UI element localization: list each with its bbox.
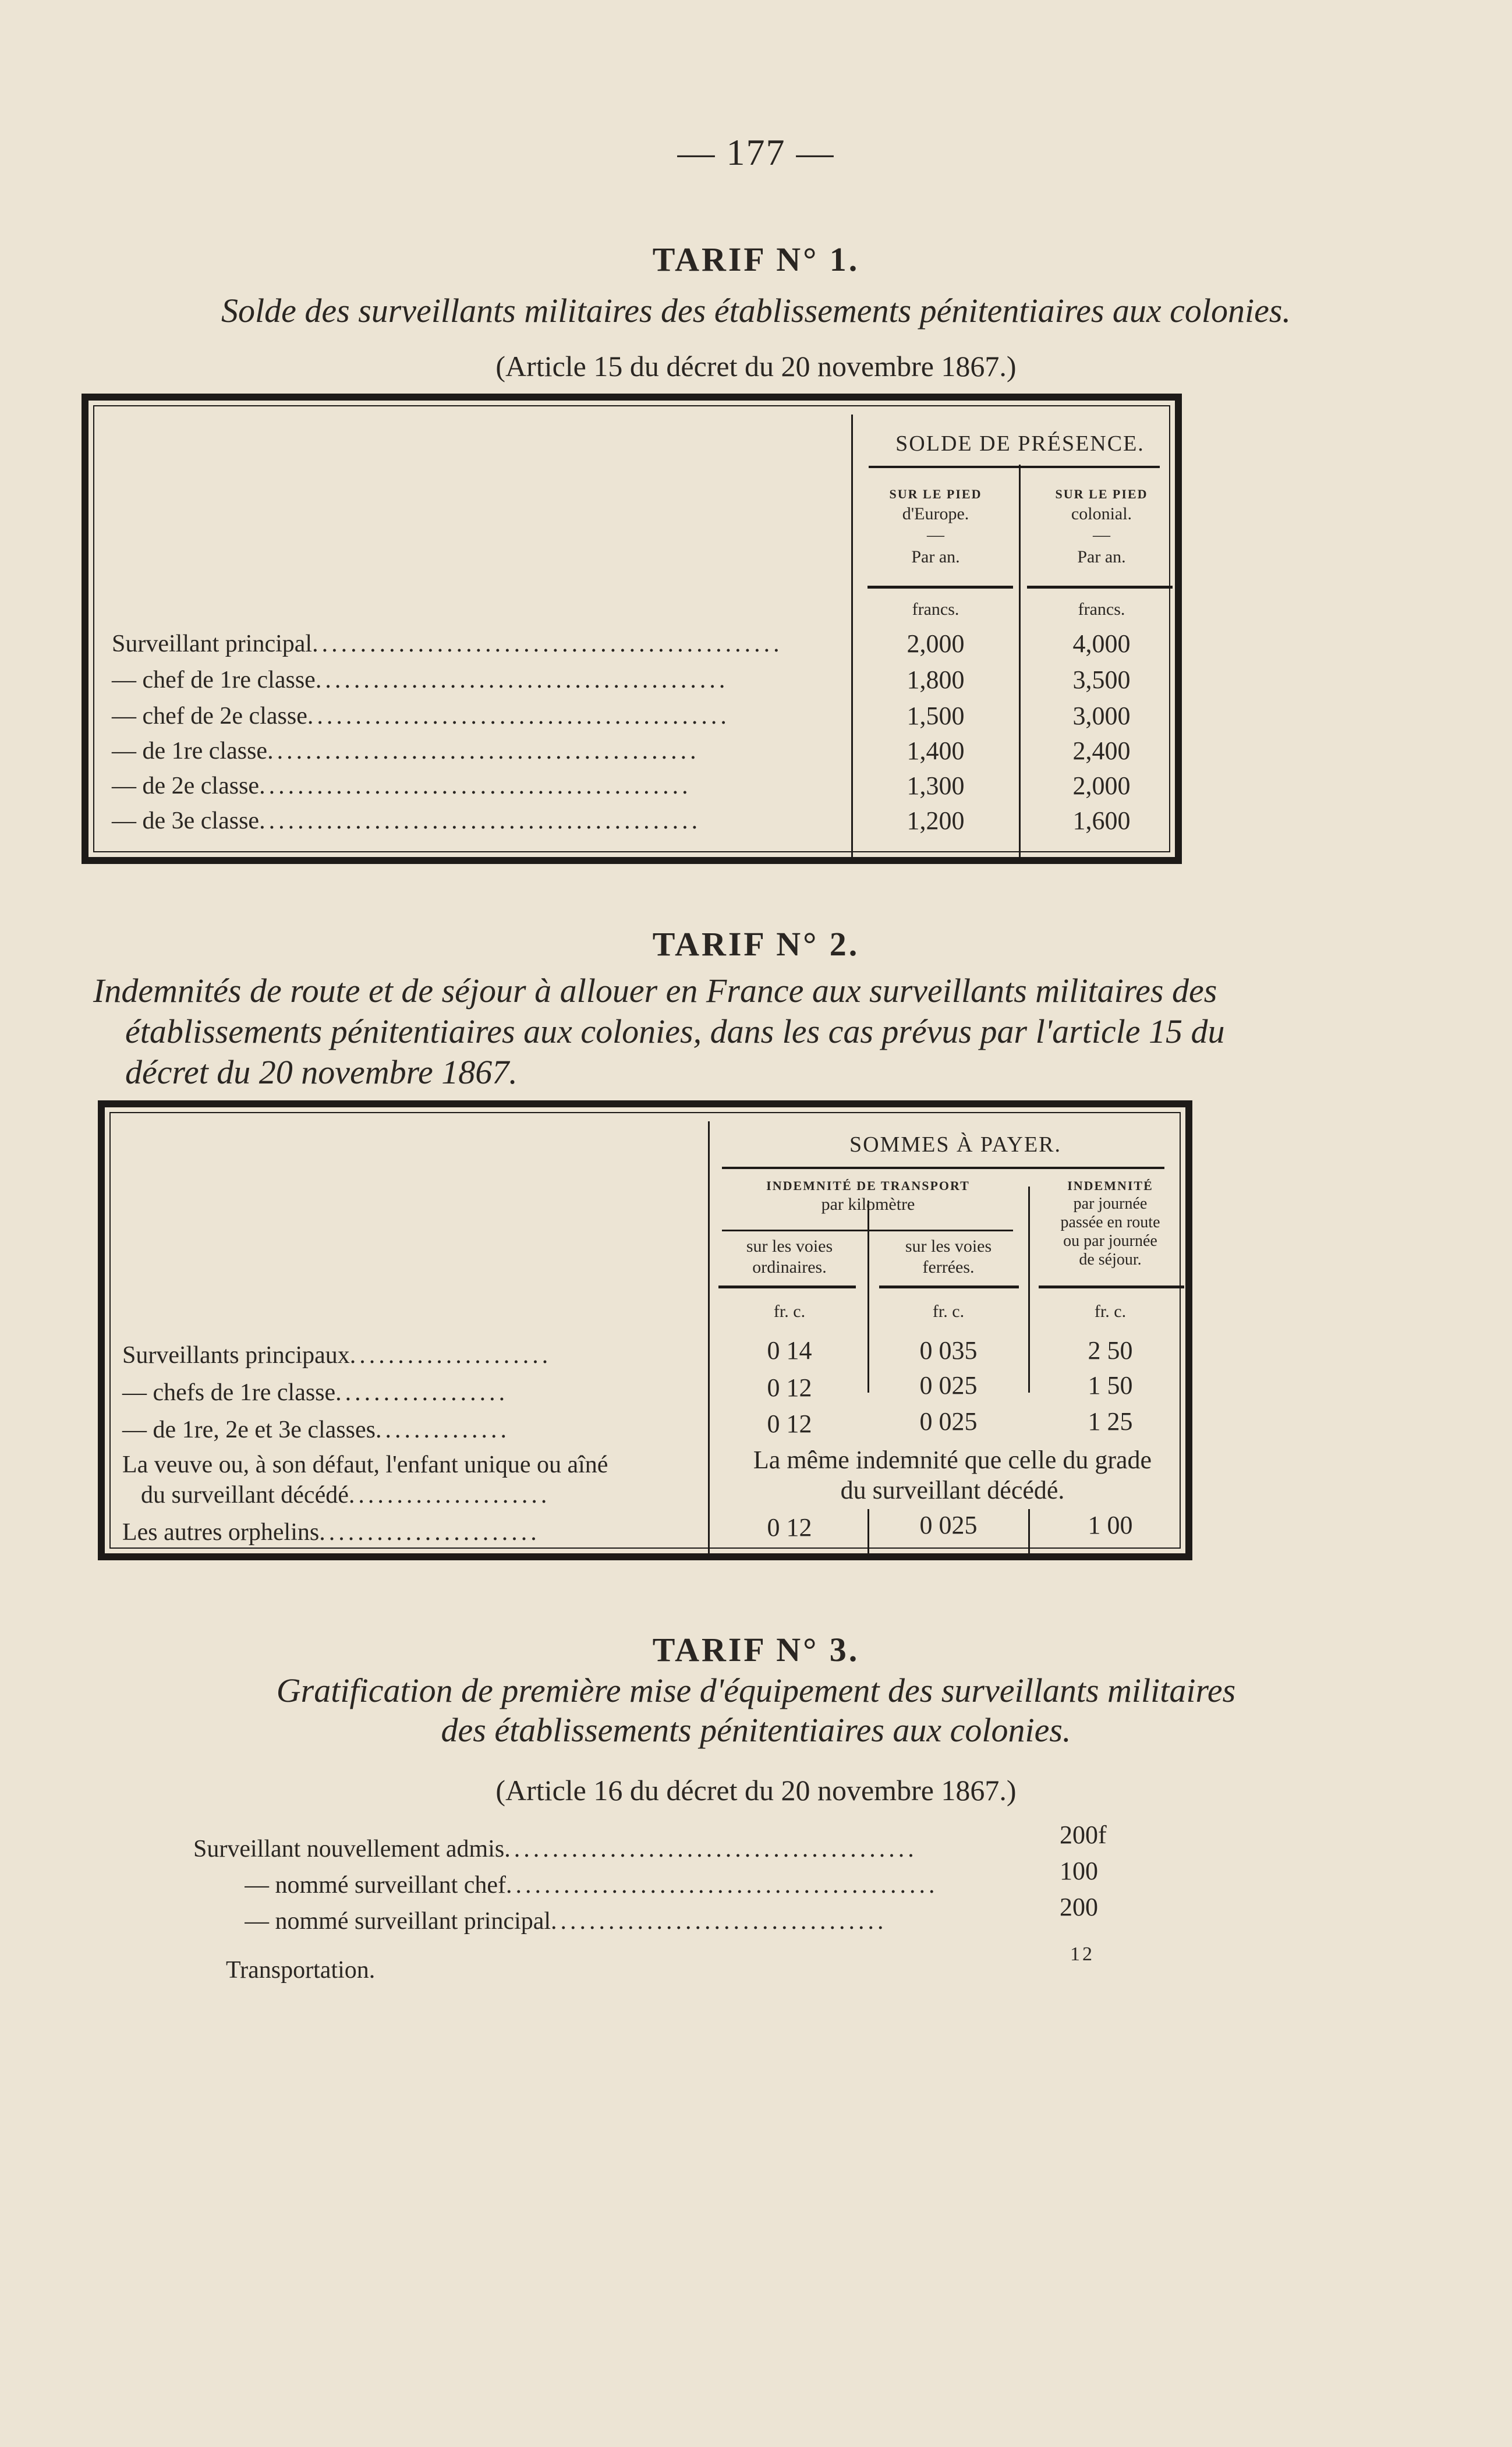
tarif2-col-b-head: sur les voies bbox=[905, 1237, 992, 1256]
tarif2-widow-label-line1: La veuve ou, à son défaut, l'enfant unique ou aîné bbox=[122, 1451, 608, 1478]
tarif3-row-label: — nommé surveillant chef............................................. bbox=[245, 1872, 939, 1899]
tarif2-sejour-sub3: ou par journée bbox=[1063, 1232, 1157, 1250]
tarif1-row-label: — chef de 2e classe............................................ bbox=[112, 703, 730, 730]
tarif3-subtitle-line1: Gratification de première mise d'équipement des surveillants militaires bbox=[276, 1672, 1236, 1709]
tarif2-row-a: 0 12 bbox=[767, 1373, 812, 1402]
tarif1-row-label: — de 2e classe............................................. bbox=[112, 773, 692, 799]
tarif3-article: (Article 16 du décret du 20 novembre 1867.) bbox=[495, 1774, 1017, 1807]
tarif2-sejour-sub1: par journée bbox=[1073, 1195, 1148, 1213]
tarif2-table bbox=[98, 1100, 1192, 1560]
tarif1-row-colonial: 4,000 bbox=[1072, 629, 1131, 658]
tarif1-row-europe: 1,200 bbox=[907, 806, 965, 835]
tarif2-sejour-head: INDEMNITÉ bbox=[1067, 1178, 1153, 1193]
tarif2-row-label: — chefs de 1re classe.................. bbox=[122, 1379, 509, 1406]
tarif2-transport-sub: par kilomètre bbox=[821, 1195, 915, 1214]
tarif2-orphans-c: 1 00 bbox=[1088, 1511, 1133, 1539]
tarif2-row-b: 0 025 bbox=[919, 1371, 978, 1400]
tarif2-transport-head: INDEMNITÉ DE TRANSPORT bbox=[766, 1178, 970, 1193]
tarif1-subtitle: Solde des surveillants militaires des établissements pénitentiaires aux colonies. bbox=[221, 292, 1291, 330]
tarif1-col2-per-year: Par an. bbox=[1077, 547, 1126, 566]
tarif1-row-europe: 2,000 bbox=[907, 629, 965, 658]
tarif1-col2-dash: — bbox=[1093, 525, 1110, 544]
tarif2-row-c: 1 50 bbox=[1088, 1371, 1133, 1400]
tarif2-row-c: 1 25 bbox=[1088, 1407, 1133, 1436]
tarif2-widow-value-line1: La même indemnité que celle du grade bbox=[753, 1446, 1152, 1474]
tarif1-row-colonial: 3,500 bbox=[1072, 665, 1131, 694]
tarif2-orphans-b: 0 025 bbox=[919, 1511, 978, 1539]
tarif1-row-colonial: 2,400 bbox=[1072, 736, 1131, 765]
tarif3-row-label: Surveillant nouvellement admis........................................... bbox=[193, 1836, 918, 1862]
tarif1-row-europe: 1,400 bbox=[907, 736, 965, 765]
tarif2-row-a: 0 14 bbox=[767, 1336, 812, 1365]
tarif1-row-label: — de 3e classe.............................................. bbox=[112, 808, 702, 834]
tarif2-col-a-sub: ordinaires. bbox=[752, 1258, 827, 1277]
page-number: — 177 — bbox=[677, 132, 835, 173]
tarif1-col2-sub: colonial. bbox=[1071, 504, 1132, 523]
tarif2-row-c: 2 50 bbox=[1088, 1336, 1133, 1365]
tarif2-sejour-sub4: de séjour. bbox=[1079, 1251, 1142, 1269]
tarif1-row-colonial: 2,000 bbox=[1072, 771, 1131, 800]
tarif2-orphans-label: Les autres orphelins....................... bbox=[122, 1519, 540, 1546]
tarif2-row-label: — de 1re, 2e et 3e classes.............. bbox=[122, 1417, 510, 1443]
tarif1-title: TARIF N° 1. bbox=[652, 240, 860, 278]
tarif2-widow-value-line2: du surveillant décédé. bbox=[840, 1476, 1065, 1504]
tarif2-subtitle-line3: décret du 20 novembre 1867. bbox=[125, 1053, 518, 1091]
tarif1-unit-colonial: francs. bbox=[1078, 600, 1125, 619]
tarif2-col-b-sub: ferrées. bbox=[922, 1258, 975, 1277]
tarif2-unit-a: fr. c. bbox=[773, 1302, 806, 1321]
tarif1-col1-sub: d'Europe. bbox=[902, 504, 969, 523]
tarif2-row-b: 0 025 bbox=[919, 1407, 978, 1436]
tarif2-row-a: 0 12 bbox=[767, 1410, 812, 1438]
tarif1-row-label: — chef de 1re classe........................................... bbox=[112, 667, 729, 693]
tarif2-sejour-sub2: passée en route bbox=[1060, 1213, 1160, 1231]
tarif3-row-value: 200f bbox=[1060, 1821, 1107, 1849]
footer-section-label: Transportation. bbox=[226, 1957, 376, 1984]
tarif1-table bbox=[82, 394, 1182, 864]
tarif1-row-colonial: 1,600 bbox=[1072, 806, 1131, 835]
tarif2-subtitle-line1: Indemnités de route et de séjour à allouer en France aux surveillants militaires des bbox=[93, 972, 1217, 1010]
tarif2-orphans-a: 0 12 bbox=[767, 1513, 812, 1542]
tarif1-row-colonial: 3,000 bbox=[1072, 702, 1131, 730]
tarif2-unit-c: fr. c. bbox=[1094, 1302, 1127, 1321]
tarif3-row-label: — nommé surveillant principal................................... bbox=[245, 1908, 887, 1935]
footer-signature-mark: 12 bbox=[1070, 1943, 1095, 1965]
tarif1-row-europe: 1,800 bbox=[907, 665, 965, 694]
tarif1-row-europe: 1,500 bbox=[907, 702, 965, 730]
tarif1-article: (Article 15 du décret du 20 novembre 1867.) bbox=[495, 350, 1017, 383]
tarif1-col1-per-year: Par an. bbox=[911, 547, 960, 566]
tarif1-row-label: — de 1re classe............................................. bbox=[112, 738, 700, 764]
tarif3-row-value: 200 bbox=[1060, 1893, 1098, 1921]
tarif2-widow-label-line2: du surveillant décédé..................... bbox=[141, 1482, 551, 1508]
tarif1-col1-head: SUR LE PIED bbox=[889, 487, 982, 501]
tarif2-col-a-head: sur les voies bbox=[746, 1237, 833, 1256]
tarif2-row-b: 0 035 bbox=[919, 1336, 978, 1365]
tarif1-row-europe: 1,300 bbox=[907, 771, 965, 800]
tarif1-col2-head: SUR LE PIED bbox=[1055, 487, 1148, 501]
tarif2-row-label: Surveillants principaux..................... bbox=[122, 1342, 552, 1369]
tarif2-unit-b: fr. c. bbox=[932, 1302, 965, 1321]
tarif1-col1-dash: — bbox=[927, 525, 944, 544]
tarif3-title: TARIF N° 3. bbox=[652, 1631, 860, 1669]
tarif2-group-header: SOMMES À PAYER. bbox=[849, 1132, 1062, 1157]
tarif2-title: TARIF N° 2. bbox=[652, 925, 860, 963]
tarif3-subtitle-line2: des établissements pénitentiaires aux colonies. bbox=[441, 1711, 1071, 1749]
tarif1-row-label: Surveillant principal................................................. bbox=[112, 631, 783, 657]
tarif1-unit-europe: francs. bbox=[912, 600, 959, 619]
tarif1-group-header: SOLDE DE PRÉSENCE. bbox=[895, 431, 1145, 456]
tarif2-subtitle-line2: établissements pénitentiaires aux colonies, dans les cas prévus par l'article 15 du bbox=[125, 1012, 1225, 1050]
tarif3-row-value: 100 bbox=[1060, 1857, 1098, 1885]
